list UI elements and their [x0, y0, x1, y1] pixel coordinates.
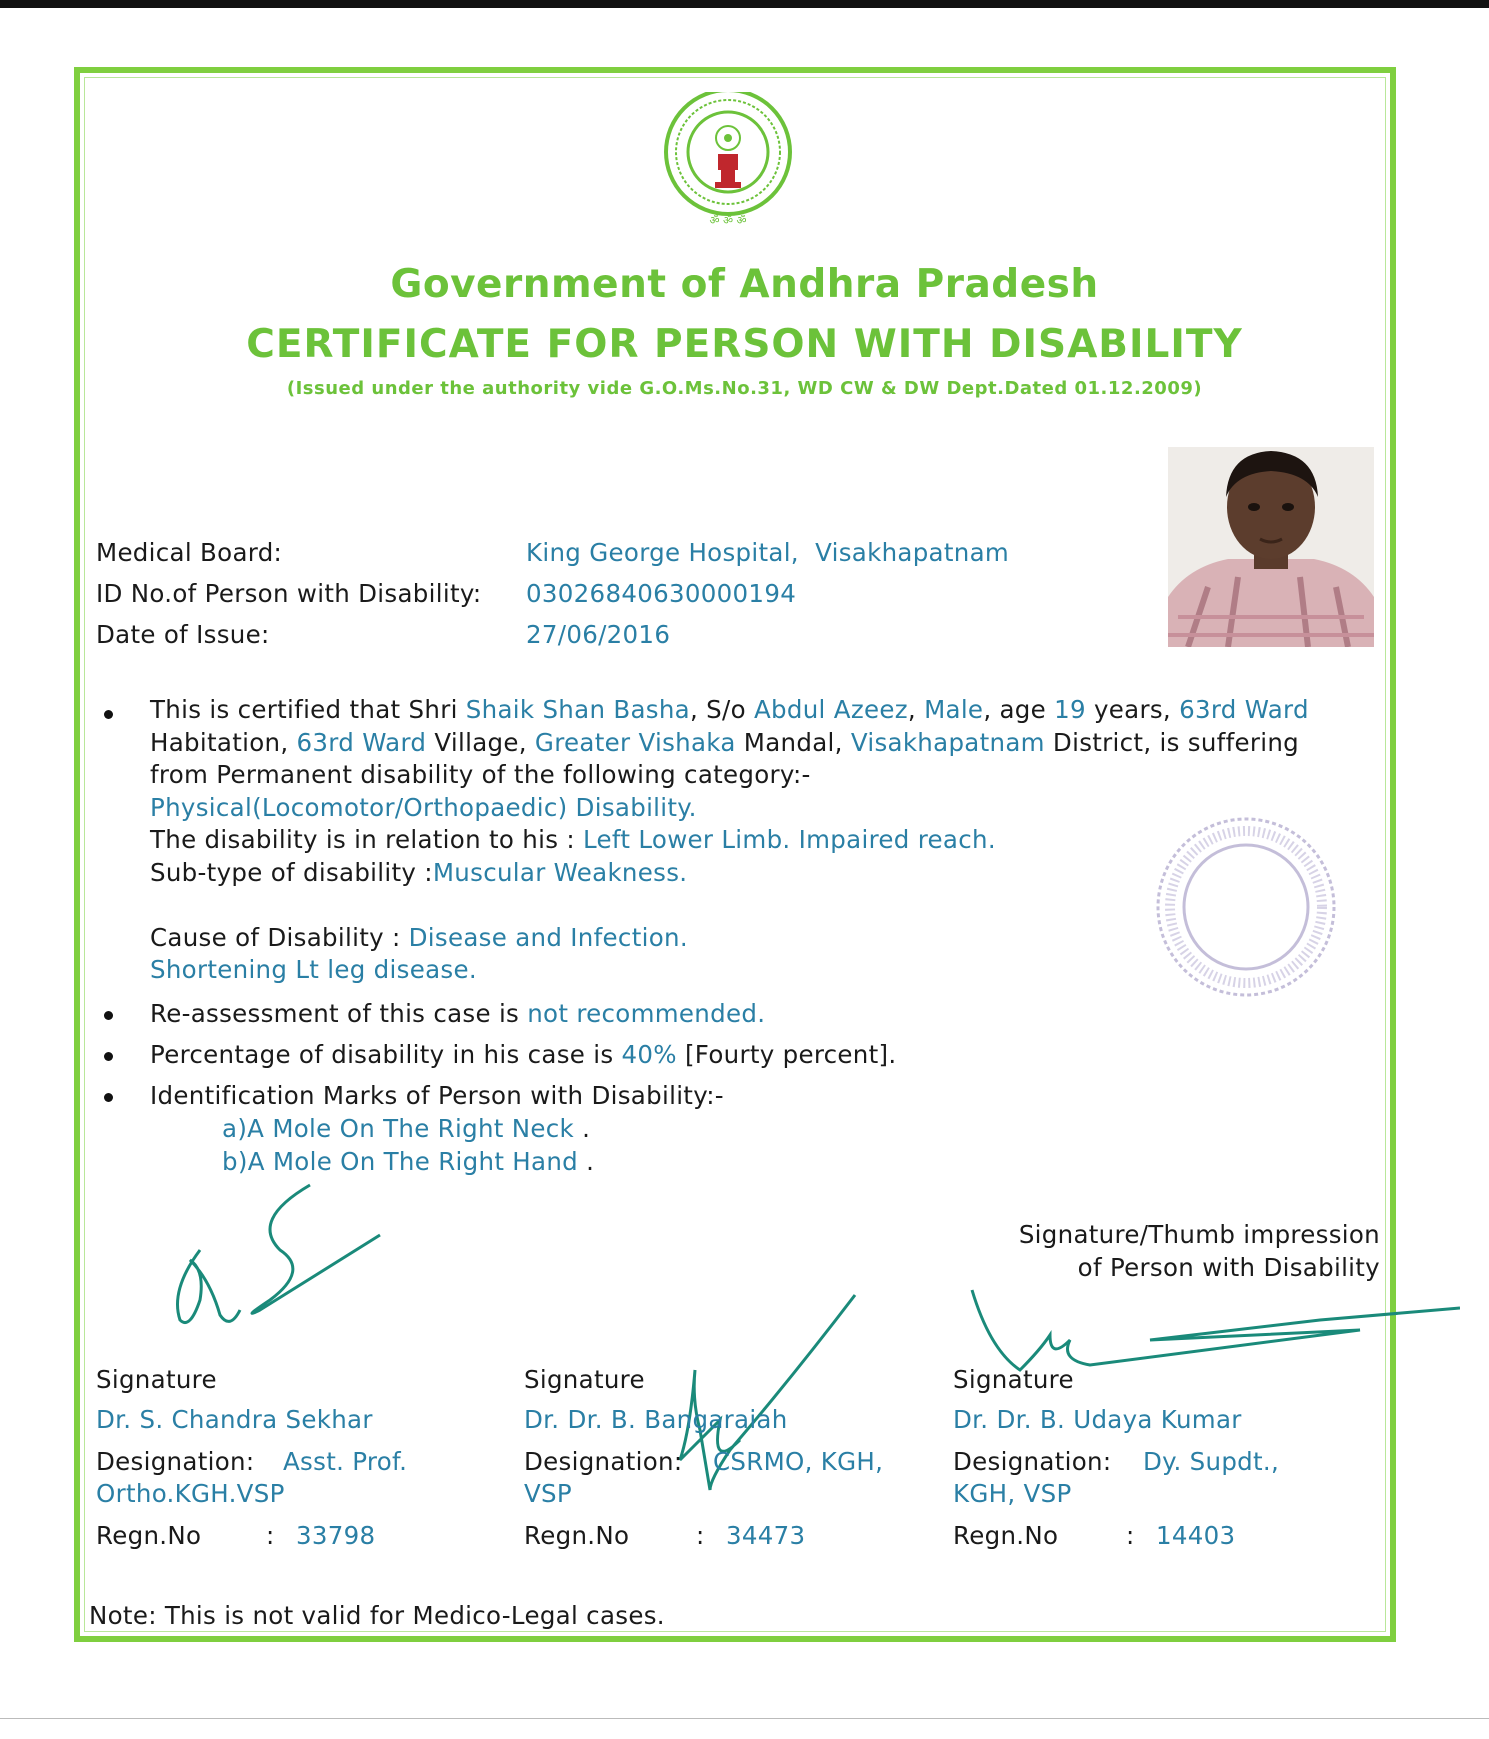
- designation-label: Designation:: [96, 1447, 255, 1476]
- district: Visakhapatnam: [850, 727, 1045, 757]
- identification-mark: [222, 1113, 590, 1145]
- regn-separator: :: [266, 1521, 275, 1550]
- gender: Male: [924, 695, 984, 724]
- reassessment-label: Re-assessment of this case is: [150, 999, 528, 1028]
- percentage-value: 40%: [621, 1040, 677, 1069]
- cert-text: Habitation,: [150, 727, 297, 757]
- regn-label: Regn.No: [524, 1521, 630, 1550]
- subtype-label: Sub-type of disability :: [150, 857, 433, 887]
- signature-label: Signature: [953, 1365, 1074, 1394]
- id-label: ID No.of Person with Disability:: [96, 579, 482, 608]
- state-emblem-icon: [658, 92, 798, 242]
- date-label: Date of Issue:: [96, 620, 270, 649]
- certificate-title: CERTIFICATE FOR PERSON WITH DISABILITY: [246, 322, 1243, 367]
- bullet: [104, 710, 113, 719]
- applicant-name: Shaik Shan Basha: [465, 695, 690, 724]
- designation-value: Dy. Supdt.,: [1143, 1447, 1280, 1476]
- regn-separator: :: [696, 1521, 705, 1550]
- designation-value-2: VSP: [524, 1479, 572, 1508]
- scan-bottom-line: [0, 1718, 1489, 1719]
- relation-label: The disability is in relation to his :: [150, 825, 583, 854]
- cert-text: ,: [907, 695, 925, 724]
- designation-value-2: KGH, VSP: [953, 1479, 1072, 1508]
- applicant-signature-label-2: of Person with Disability: [1077, 1253, 1380, 1282]
- designation-value: CSRMO, KGH,: [713, 1447, 884, 1476]
- disability-category: Physical(Locomotor/Orthopaedic) Disability.: [150, 792, 697, 822]
- mark-text: b)A Mole On The Right Hand: [222, 1147, 579, 1176]
- date-value: 27/06/2016: [526, 620, 671, 649]
- cert-text: District, is suffering from Permanent disability of the following category:-: [150, 727, 1300, 789]
- medical-board-value: King George Hospital, Visakhapatnam: [526, 538, 1010, 567]
- designation-value: Asst. Prof.: [283, 1447, 408, 1476]
- cause-value: Disease and Infection.: [408, 922, 688, 952]
- applicant-signature-label-1: Signature/Thumb impression: [1018, 1220, 1380, 1249]
- applicant-photo: [1168, 447, 1374, 647]
- village: 63rd Ward: [296, 727, 427, 757]
- medical-board-stamp-icon: [1146, 812, 1346, 1002]
- cert-text: , age: [983, 695, 1055, 724]
- mark-suffix: .: [578, 1147, 595, 1176]
- cert-text: years,: [1085, 695, 1180, 724]
- regn-value: 33798: [296, 1521, 376, 1550]
- cert-text: , S/o: [690, 695, 754, 724]
- svg-text:ॐ ॐ ॐ: ॐ ॐ ॐ: [709, 214, 747, 227]
- cause-detail: Shortening Lt leg disease.: [150, 955, 477, 984]
- mark-text: a)A Mole On The Right Neck: [222, 1114, 575, 1143]
- signatory-name: Dr. Dr. B. Udaya Kumar: [953, 1405, 1242, 1434]
- cert-text: Village,: [426, 727, 535, 757]
- signatory-name: Dr. Dr. B. Bangaraiah: [524, 1405, 788, 1434]
- identification-mark: [222, 1146, 594, 1178]
- habitation: 63rd Ward: [1179, 695, 1309, 724]
- designation-value-2: Ortho.KGH.VSP: [96, 1479, 285, 1508]
- cert-text: Mandal,: [735, 727, 851, 757]
- regn-separator: :: [1126, 1521, 1135, 1550]
- designation-label: Designation:: [953, 1447, 1112, 1476]
- signature-1-icon: [160, 1180, 390, 1340]
- scan-edge: [0, 0, 1489, 8]
- medical-board-label: Medical Board:: [96, 538, 283, 567]
- validity-note: Note: This is not valid for Medico-Legal cases.: [89, 1601, 665, 1630]
- age: 19: [1054, 695, 1086, 724]
- subtype-value: Muscular Weakness.: [432, 857, 688, 887]
- regn-label: Regn.No: [96, 1521, 202, 1550]
- regn-value: 34473: [726, 1521, 806, 1550]
- bullet: [104, 1011, 113, 1020]
- mandal: Greater Vishaka: [534, 727, 736, 757]
- cause-label: Cause of Disability :: [150, 922, 409, 952]
- cert-text: This is certified that Shri: [150, 695, 466, 724]
- bullet: [104, 1093, 113, 1102]
- percentage-words: [Fourty percent].: [676, 1040, 897, 1069]
- reassessment-value: not recommended.: [527, 999, 766, 1028]
- percentage-label: Percentage of disability in his case is: [150, 1040, 622, 1069]
- signatory-name: Dr. S. Chandra Sekhar: [96, 1405, 373, 1434]
- signature-label: Signature: [524, 1365, 645, 1394]
- id-value: 03026840630000194: [526, 579, 797, 608]
- signature-label: Signature: [96, 1365, 217, 1394]
- authority-line: (Issued under the authority vide G.O.Ms.No.31, WD CW & DW Dept.Dated 01.12.2009): [286, 378, 1203, 399]
- percentage-line: [150, 1039, 897, 1071]
- designation-label: Designation:: [524, 1447, 683, 1476]
- bullet: [104, 1052, 113, 1061]
- mark-suffix: .: [574, 1114, 591, 1143]
- reassessment-line: [150, 998, 765, 1030]
- regn-value: 14403: [1156, 1521, 1236, 1550]
- identification-label: Identification Marks of Person with Disability:-: [150, 1081, 724, 1110]
- government-title: Government of Andhra Pradesh: [390, 262, 1099, 307]
- regn-label: Regn.No: [953, 1521, 1059, 1550]
- father-name: Abdul Azeez: [753, 695, 908, 724]
- relation-value: Left Lower Limb. Impaired reach.: [583, 825, 996, 854]
